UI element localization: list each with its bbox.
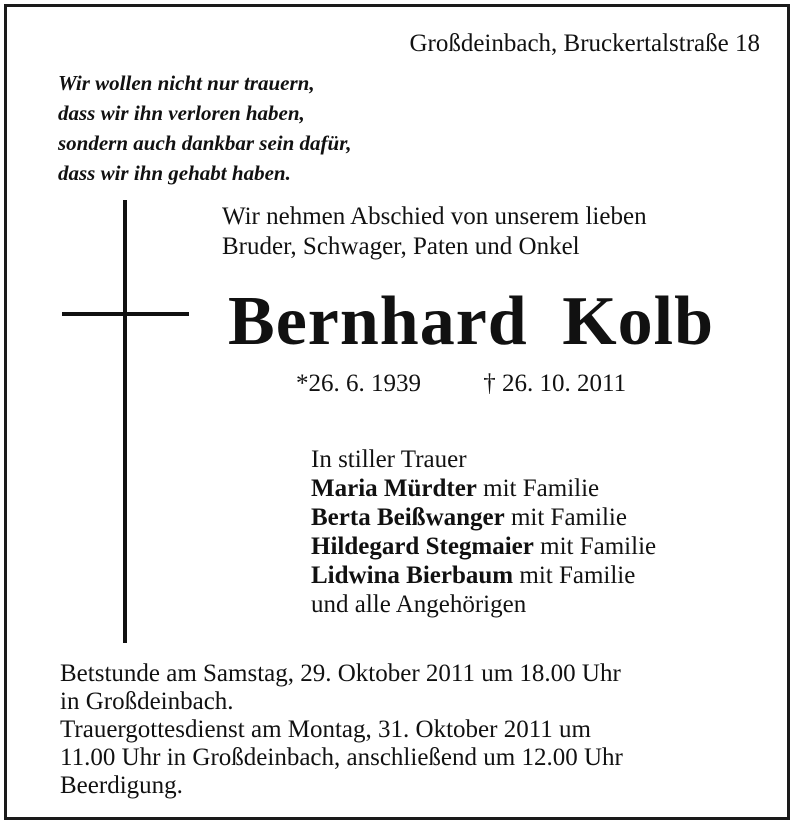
mourners-list — [311, 445, 656, 619]
cross-icon-vertical — [123, 200, 127, 643]
quote-line: dass wir ihn verloren haben, — [58, 101, 305, 125]
service-line: Beerdigung. — [60, 772, 183, 799]
farewell-intro — [222, 202, 647, 262]
birth-date: *26. 6. 1939 — [296, 370, 421, 397]
deceased-name: Bernhard Kolb — [228, 283, 715, 360]
intro-line: Wir nehmen Abschied von unserem lieben — [222, 203, 647, 230]
mourner-suffix: mit Familie — [476, 475, 600, 502]
mourners-closing: und alle Angehörigen — [311, 591, 527, 618]
mourner-name: Maria Mürdter — [311, 475, 477, 502]
service-line: Betstunde am Samstag, 29. Oktober 2011 um 18.00 Uhr — [60, 660, 621, 687]
mourner-suffix: mit Familie — [513, 562, 636, 589]
address: Großdeinbach, Bruckertalstraße 18 — [409, 30, 760, 57]
mourner-row — [311, 561, 656, 590]
mourner-suffix: mit Familie — [533, 533, 657, 560]
death-date: † 26. 10. 2011 — [483, 370, 627, 397]
mourner-name: Berta Beißwanger — [311, 504, 505, 531]
quote-line: sondern auch dankbar sein dafür, — [58, 131, 352, 155]
memorial-quote — [58, 68, 352, 188]
mourner-name: Hildegard Stegmaier — [311, 533, 534, 560]
intro-line: Bruder, Schwager, Paten und Onkel — [222, 233, 580, 260]
mourners-heading: In stiller Trauer — [311, 446, 467, 473]
quote-line: Wir wollen nicht nur trauern, — [58, 71, 315, 95]
mourner-suffix: mit Familie — [504, 504, 627, 531]
service-line: in Großdeinbach. — [60, 688, 234, 715]
life-dates — [296, 370, 626, 398]
quote-line: dass wir ihn gehabt haben. — [58, 161, 291, 185]
mourner-name: Lidwina Bierbaum — [311, 562, 514, 589]
service-details — [60, 660, 623, 800]
mourner-row — [311, 532, 656, 561]
cross-icon-horizontal — [62, 312, 189, 316]
mourner-row — [311, 474, 656, 503]
service-line: 11.00 Uhr in Großdeinbach, anschließend um 12.00 Uhr — [60, 744, 623, 771]
service-line: Trauergottesdienst am Montag, 31. Oktober 2011 um — [60, 716, 591, 743]
mourner-row — [311, 503, 656, 532]
